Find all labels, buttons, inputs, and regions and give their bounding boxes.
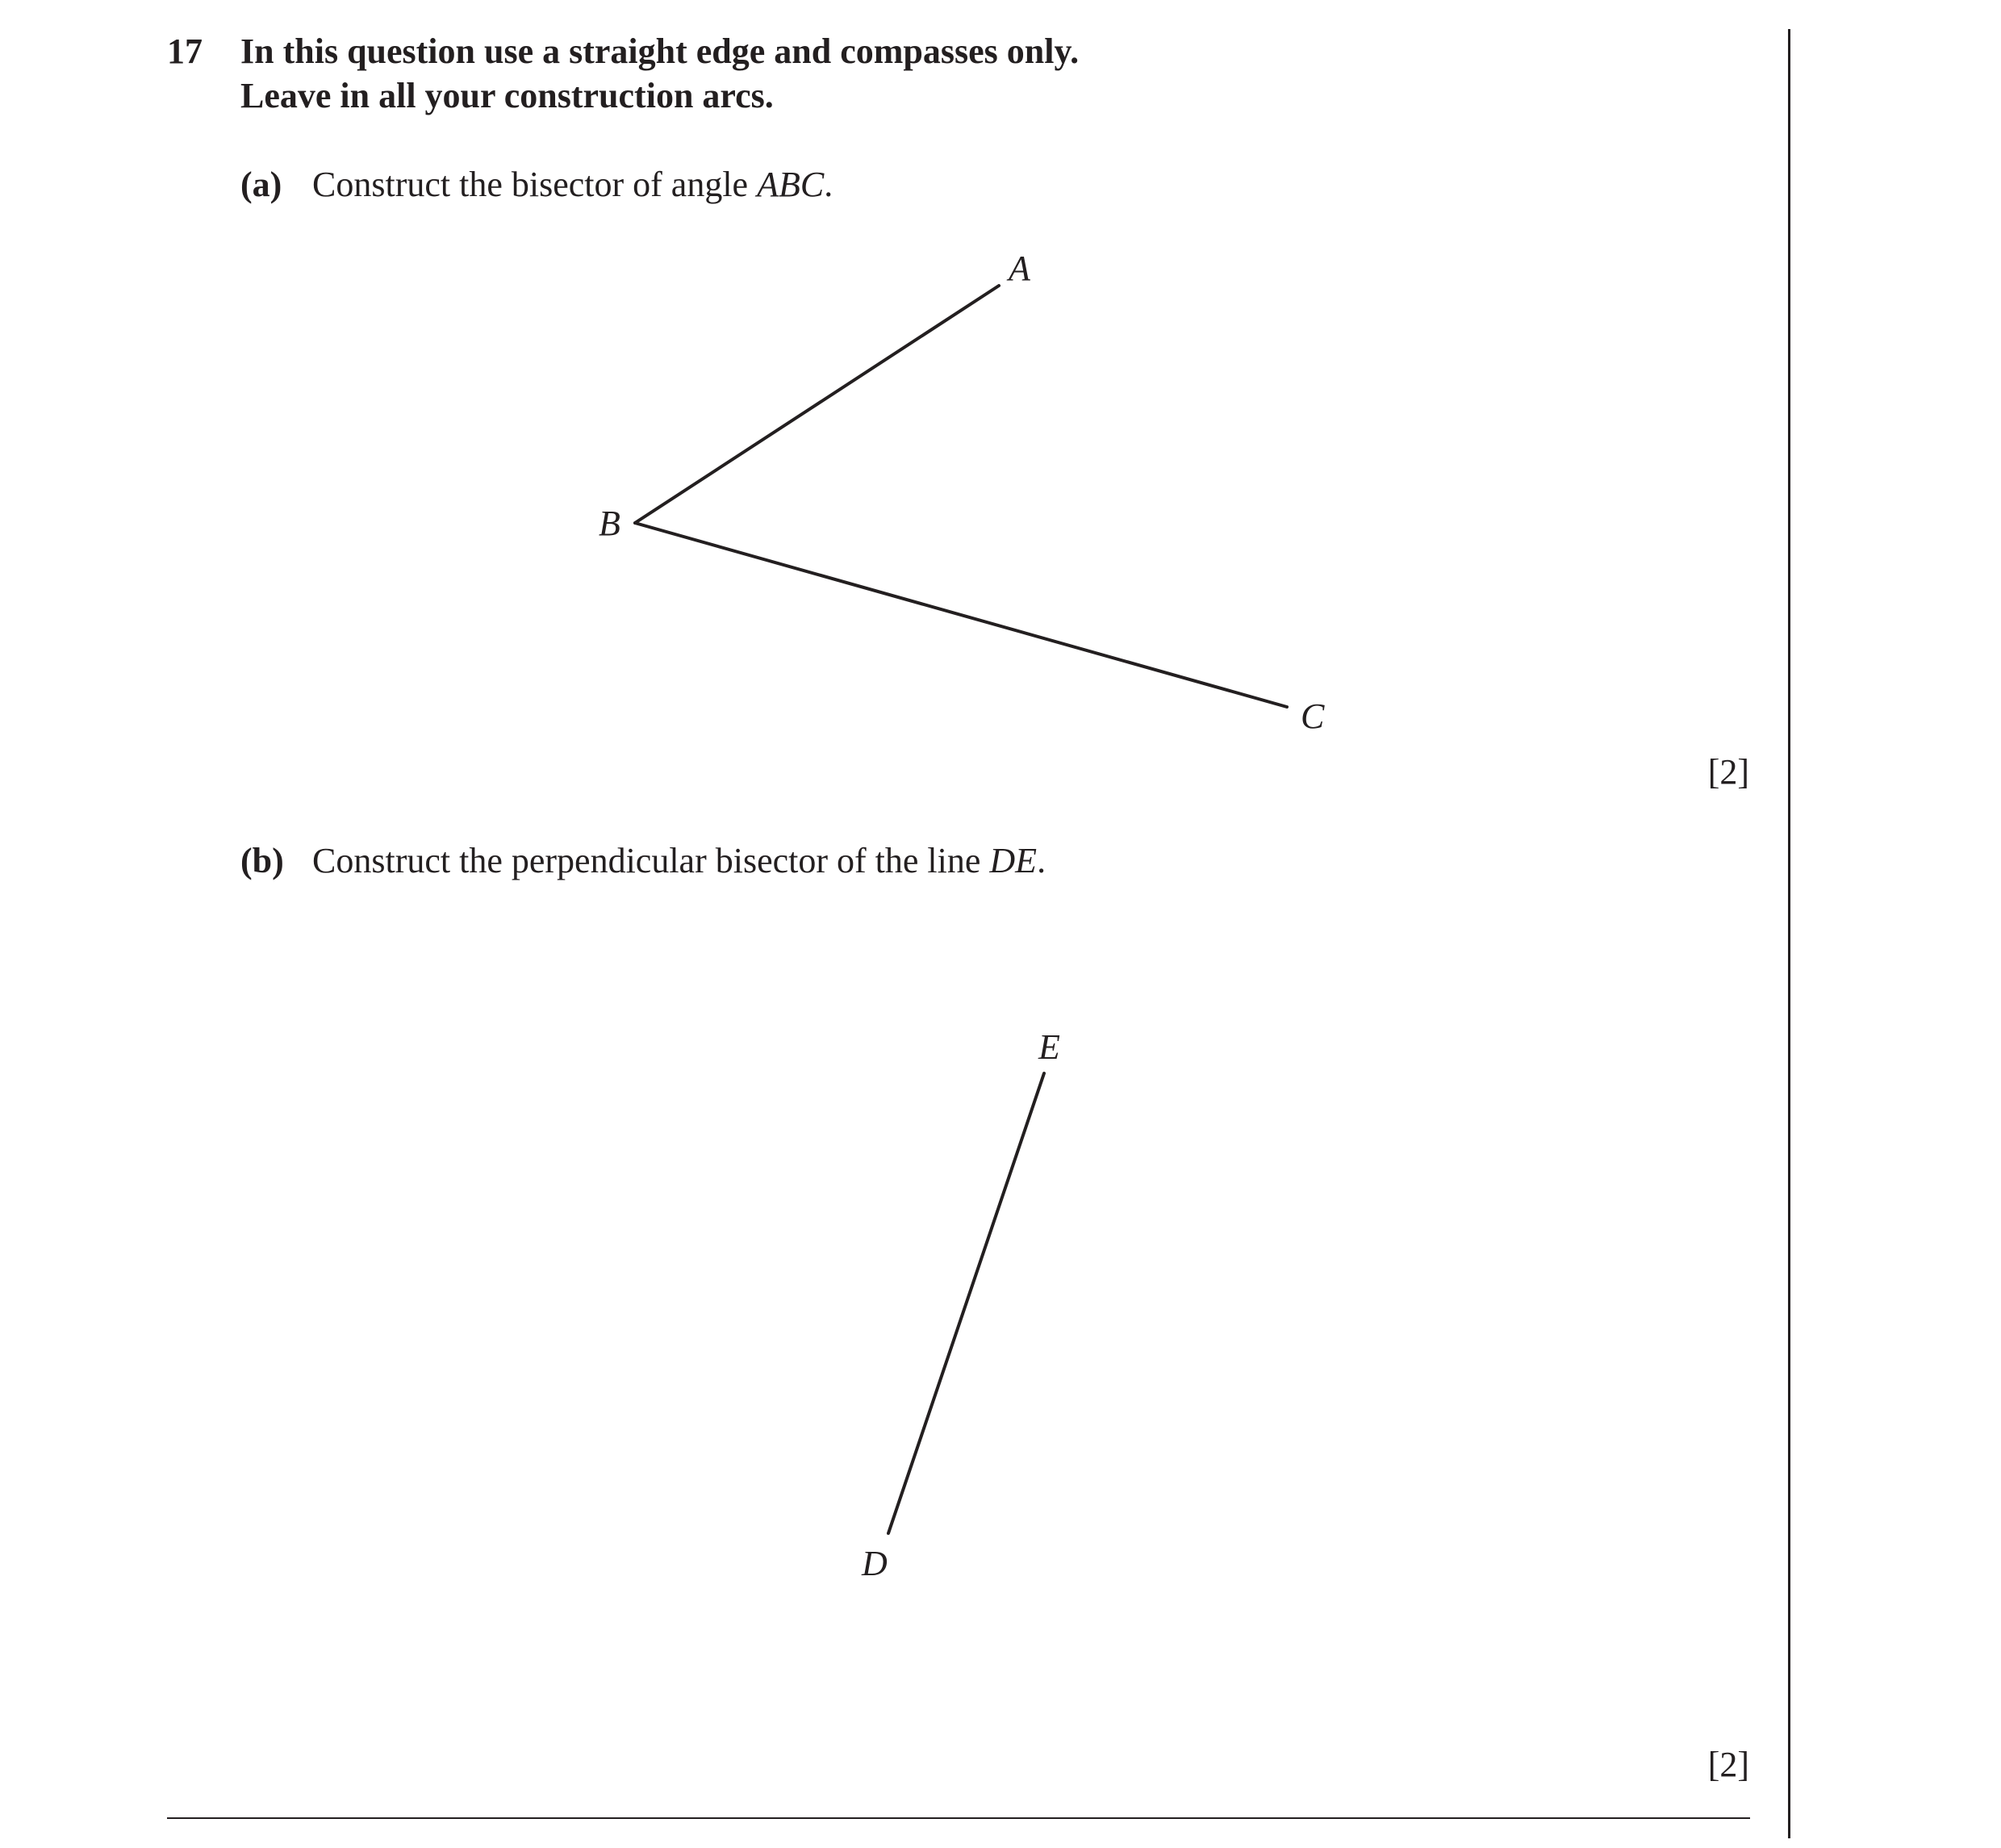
- point-a-label: A: [1009, 249, 1030, 288]
- part-b-end: .: [1037, 841, 1046, 880]
- part-a-label: (a): [240, 165, 282, 204]
- part-a-end: .: [824, 165, 833, 204]
- point-d-label: D: [862, 1544, 888, 1583]
- part-b-math: DE: [989, 841, 1038, 880]
- part-b-label: (b): [240, 841, 284, 880]
- point-e-label: E: [1038, 1027, 1060, 1067]
- instruction-line-1: In this question use a straight edge and compasses only.: [240, 31, 1080, 71]
- segment-de: [888, 1073, 1044, 1533]
- instruction-line-2: Leave in all your construction arcs.: [240, 76, 774, 115]
- part-a-text: Construct the bisector of angle: [312, 165, 758, 204]
- point-b-label: B: [599, 504, 620, 543]
- part-b-text: Construct the perpendicular bisector of the line: [312, 841, 990, 880]
- segment-bc: [635, 523, 1287, 707]
- part-a-math: ABC: [757, 165, 825, 204]
- segment-ba: [635, 286, 999, 523]
- part-b-marks: [2]: [1707, 1745, 1749, 1784]
- point-c-label: C: [1301, 696, 1325, 736]
- part-a-marks: [2]: [1707, 752, 1749, 792]
- margin-rule: [1788, 29, 1790, 1838]
- question-number: 17: [167, 31, 203, 71]
- bottom-rule: [167, 1817, 1750, 1819]
